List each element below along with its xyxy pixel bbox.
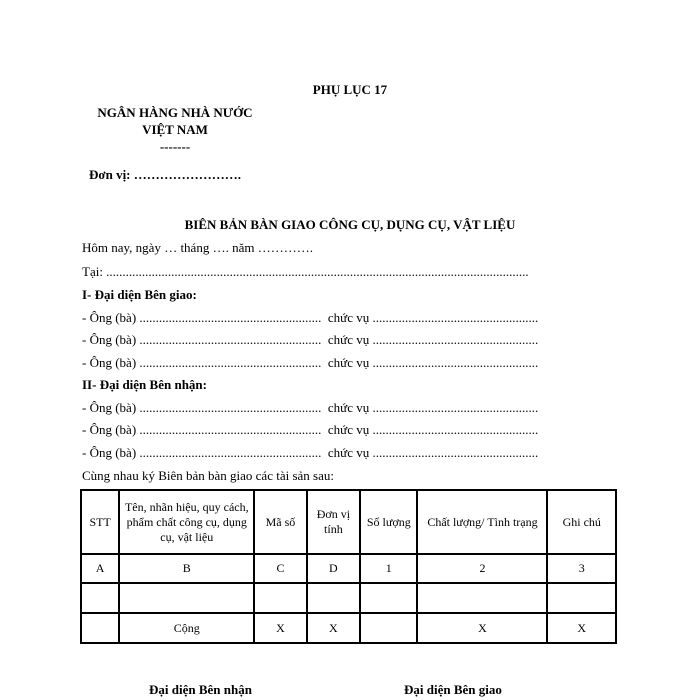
table-cell bbox=[360, 583, 417, 613]
table-header-row bbox=[81, 490, 616, 554]
section-receiver-heading: II- Đại diện Bên nhận: bbox=[82, 377, 207, 392]
unit-label: Đơn vị: ……………………. bbox=[89, 167, 242, 182]
rep-position-field: chức vụ ................................................... bbox=[327, 445, 539, 460]
table-cell: X bbox=[577, 620, 587, 635]
table-cell: 1 bbox=[360, 554, 417, 583]
table-cell: Cộng bbox=[119, 613, 254, 643]
rep-name-field: - Ông (bà) ........................................................ bbox=[82, 332, 322, 347]
table-total-row bbox=[81, 613, 616, 643]
table-cell bbox=[119, 583, 254, 613]
table-cell bbox=[417, 583, 547, 613]
header-cell: Tên, nhãn hiệu, quy cách, phẩm chất công cụ, dụng cụ, vật liệu bbox=[119, 490, 254, 554]
table-cell: 3 bbox=[547, 554, 616, 583]
giver-rep-line-3 bbox=[82, 355, 538, 371]
table-cell: D bbox=[307, 554, 360, 583]
organization-header bbox=[80, 104, 270, 155]
table-cell bbox=[307, 583, 360, 613]
receiver-rep-line-1 bbox=[82, 400, 538, 416]
rep-name-field: - Ông (bà) ........................................................ bbox=[82, 445, 322, 460]
place-line: Tại: .................................................................................................................................. bbox=[82, 264, 529, 279]
giver-signature-label: Đại diện Bên giao bbox=[404, 682, 502, 697]
header-cell: Ghi chú bbox=[547, 490, 616, 554]
org-name-line2: VIỆT NAM bbox=[142, 122, 208, 137]
table-cell bbox=[81, 613, 119, 643]
header-cell: STT bbox=[81, 490, 119, 554]
date-line: Hôm nay, ngày … tháng …. năm …………. bbox=[82, 240, 313, 255]
giver-rep-line-2 bbox=[82, 332, 538, 348]
rep-position-field: chức vụ ................................................... bbox=[327, 332, 539, 347]
table-cell: 2 bbox=[417, 554, 547, 583]
table-row bbox=[81, 583, 616, 613]
rep-position-field: chức vụ ................................................... bbox=[327, 422, 539, 437]
section-giver-heading: I- Đại diện Bên giao: bbox=[82, 287, 197, 302]
header-cell: Chất lượng/ Tình trạng bbox=[417, 490, 547, 554]
table-cell bbox=[547, 583, 616, 613]
org-divider: ------- bbox=[159, 139, 191, 154]
rep-name-field: - Ông (bà) ........................................................ bbox=[82, 355, 322, 370]
header-cell: Mã số bbox=[254, 490, 306, 554]
table-cell: X bbox=[307, 613, 360, 643]
table-cell bbox=[360, 613, 417, 643]
org-name-line1: NGÂN HÀNG NHÀ NƯỚC bbox=[97, 105, 253, 120]
header-cell: Đơn vị tính bbox=[307, 490, 360, 554]
rep-position-field: chức vụ ................................................... bbox=[327, 310, 539, 325]
table-cell: X bbox=[417, 613, 547, 643]
table-cell: B bbox=[119, 554, 254, 583]
rep-position-field: chức vụ ................................................... bbox=[327, 400, 539, 415]
rep-name-field: - Ông (bà) ........................................................ bbox=[82, 310, 322, 325]
receiver-rep-line-2 bbox=[82, 422, 538, 438]
rep-position-field: chức vụ ................................................... bbox=[327, 355, 539, 370]
table-cell bbox=[81, 583, 119, 613]
receiver-rep-line-3 bbox=[82, 445, 538, 461]
header-cell: Số lượng bbox=[360, 490, 417, 554]
table-cell: C bbox=[254, 554, 306, 583]
document-title: BIÊN BẢN BÀN GIAO CÔNG CỤ, DỤNG CỤ, VẬT LIỆU bbox=[184, 217, 516, 232]
agreement-line: Cùng nhau ký Biên bản bàn giao các tài sản sau: bbox=[82, 468, 334, 483]
receiver-signature-label: Đại diện Bên nhận bbox=[149, 682, 252, 697]
giver-rep-line-1 bbox=[82, 310, 538, 326]
rep-name-field: - Ông (bà) ........................................................ bbox=[82, 400, 322, 415]
appendix-label: PHỤ LỤC 17 bbox=[312, 82, 388, 97]
table-cell: A bbox=[81, 554, 119, 583]
table-cell bbox=[254, 583, 306, 613]
table-code-row bbox=[81, 554, 616, 583]
rep-name-field: - Ông (bà) ........................................................ bbox=[82, 422, 322, 437]
table-cell: X bbox=[254, 613, 306, 643]
asset-table bbox=[80, 489, 617, 644]
